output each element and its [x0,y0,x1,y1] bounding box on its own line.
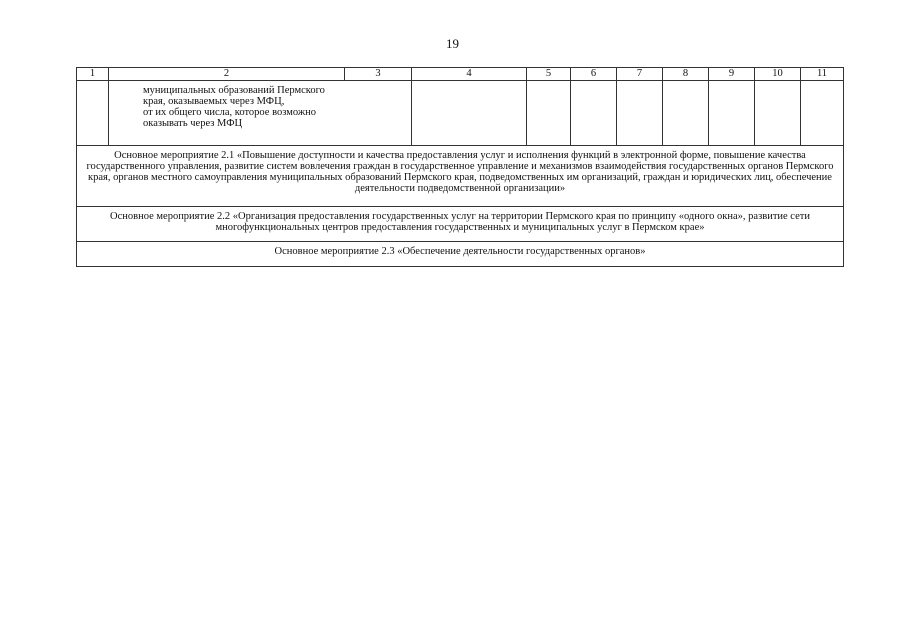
table-row [77,81,844,146]
empty-cell [801,81,844,146]
activity-row [77,207,844,242]
column-number-cell: 10 [755,68,801,81]
activity-title: Основное мероприятие 2.2 «Организация предоставления государственных услуг на территории Пермского края по принципу «одного окна», развитие сети многофункциональных центров предоставления государственных и муниципальных услуг в Пермском крае» [77,207,844,242]
column-number-cell: 7 [617,68,663,81]
column-number-cell: 5 [527,68,571,81]
indicators-table [76,67,844,267]
column-number-cell: 9 [709,68,755,81]
column-number-cell: 11 [801,68,844,81]
indicator-text-line: края, оказываемых через МФЦ, [143,96,285,107]
column-number-cell: 2 [109,68,345,81]
column-number-cell: 3 [345,68,412,81]
page-number: 19 [446,36,459,51]
activity-title: Основное мероприятие 2.1 «Повышение доступности и качества предоставления услуг и исполнения функций в электронной форме, повышение качества государственного управления, развитие систем вовлечения граждан в государственное управление и механизмов взаимодействия государственных органов Пермского края, органов местного самоуправления муниципальных образований Пермского края, подведомственных им организаций, граждан и юридических лиц, обеспечение деятельности подведомственной организации» [77,146,844,207]
indicator-text-line: муниципальных образований Пермского [143,85,325,96]
column-number-cell: 4 [412,68,527,81]
empty-cell [412,81,527,146]
column-number-cell: 6 [571,68,617,81]
empty-cell [527,81,571,146]
empty-cell [709,81,755,146]
empty-cell [571,81,617,146]
indicator-text-line: оказывать через МФЦ [143,118,243,129]
activity-row [77,242,844,267]
activity-row [77,146,844,207]
column-number-row [77,68,844,81]
empty-cell [755,81,801,146]
empty-cell [663,81,709,146]
empty-cell [77,81,109,146]
column-number-cell: 8 [663,68,709,81]
empty-cell [617,81,663,146]
indicator-text-line: от их общего числа, которое возможно [143,107,316,118]
indicator-name-cell [109,81,412,146]
activity-title: Основное мероприятие 2.3 «Обеспечение деятельности государственных органов» [77,242,844,267]
column-number-cell: 1 [77,68,109,81]
